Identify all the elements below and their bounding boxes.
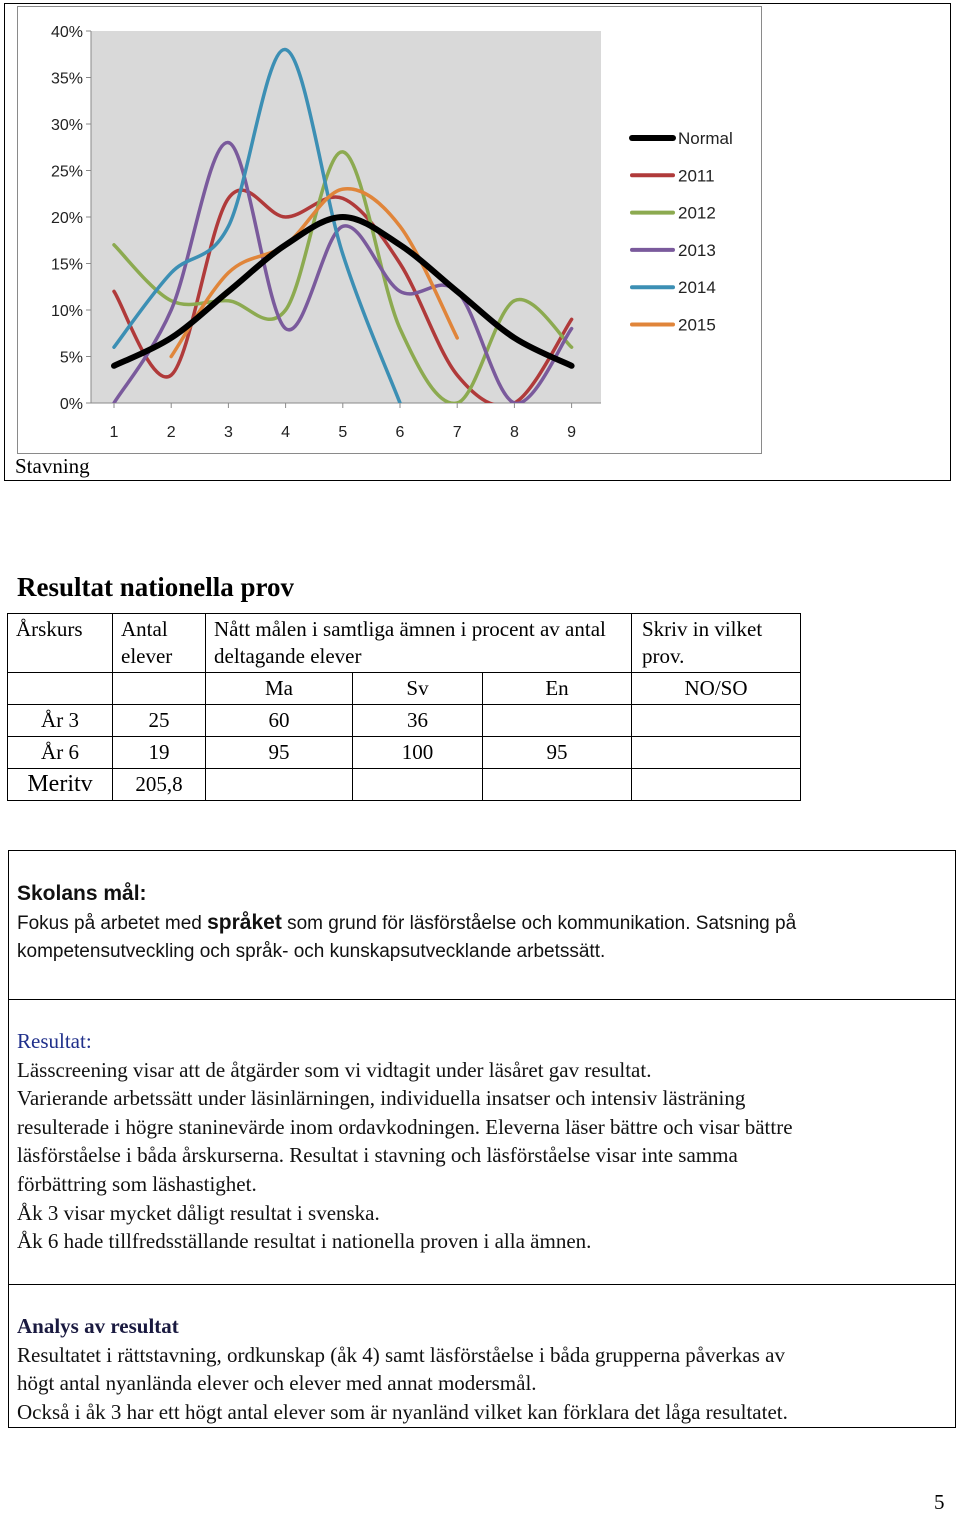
result-line: förbättring som läshastighet. bbox=[17, 1171, 257, 1196]
row-sv: 100 bbox=[353, 737, 483, 769]
result-heading: Resultat: bbox=[17, 1029, 92, 1053]
analysis-box bbox=[8, 1284, 956, 1428]
table-cell bbox=[113, 673, 206, 705]
chart-caption: Stavning bbox=[15, 454, 90, 478]
analysis-line: Också i åk 3 har ett högt antal elever som är nyanländ vilket kan förklara det låga resultatet. bbox=[17, 1399, 788, 1424]
row-en: 95 bbox=[483, 737, 632, 769]
row-sv: 36 bbox=[353, 705, 483, 737]
table-row bbox=[8, 737, 801, 769]
x-axis bbox=[91, 403, 601, 441]
header-arskurs: Årskurs bbox=[8, 614, 113, 673]
y-tick-label: 10% bbox=[50, 303, 83, 320]
goals-box bbox=[8, 850, 956, 1000]
result-box bbox=[8, 999, 956, 1285]
subheader-ma: Ma bbox=[206, 673, 353, 705]
result-line: läsförståelse i båda årskurserna. Resultat i stavning och läsförståelse visar inte samma bbox=[17, 1143, 738, 1168]
analysis-heading: Analys av resultat bbox=[17, 1314, 179, 1338]
line-chart bbox=[18, 7, 761, 453]
header-natt: Nått målen i samtliga ämnen i procent av antal deltagande elever bbox=[206, 614, 632, 673]
result-line: Lässcreening visar att de åtgärder som vi vidtagit under läsåret gav resultat. bbox=[17, 1057, 652, 1082]
x-tick-label: 5 bbox=[338, 424, 348, 441]
x-tick-label: 9 bbox=[567, 424, 577, 441]
y-tick-label: 35% bbox=[50, 70, 83, 88]
goals-keyword: språket bbox=[207, 910, 282, 934]
legend bbox=[632, 129, 733, 335]
legend-label: 2013 bbox=[678, 240, 716, 260]
results-title: Resultat nationella prov bbox=[17, 572, 295, 602]
row-en bbox=[483, 769, 632, 801]
x-tick-label: 3 bbox=[223, 424, 233, 441]
legend-label: 2014 bbox=[678, 278, 716, 298]
header-antal: Antal elever bbox=[113, 614, 206, 673]
row-label: År 3 bbox=[8, 705, 113, 737]
result-line: resulterade i högre staninevärde inom ordavkodningen. Eleverna läser bättre och visar bättre bbox=[17, 1114, 793, 1139]
table-row bbox=[8, 769, 801, 801]
y-tick-label: 0% bbox=[59, 396, 83, 413]
table-header-row bbox=[8, 614, 801, 673]
row-noso bbox=[632, 769, 801, 801]
analysis-line: Resultatet i rättstavning, ordkunskap (åk 4) samt läsförståelse i båda grupperna påverkas av bbox=[17, 1342, 786, 1367]
row-noso bbox=[632, 737, 801, 769]
x-tick-label: 7 bbox=[452, 424, 462, 441]
subheader-en: En bbox=[483, 673, 632, 705]
row-en bbox=[483, 705, 632, 737]
row-label: År 6 bbox=[8, 737, 113, 769]
row-antal: 19 bbox=[113, 737, 206, 769]
subheader-noso: NO/SO bbox=[632, 673, 801, 705]
x-tick-label: 6 bbox=[395, 424, 405, 441]
goals-line-2: kompetensutveckling och språk- och kunskapsutvecklande arbetssätt. bbox=[17, 941, 606, 963]
row-ma: 95 bbox=[206, 737, 353, 769]
y-tick-label: 15% bbox=[50, 256, 83, 274]
chart-container bbox=[4, 3, 951, 481]
x-tick-label: 1 bbox=[109, 424, 119, 441]
row-ma: 60 bbox=[206, 705, 353, 737]
result-line: Varierande arbetssätt under läsinlärningen, individuella insatser och intensiv lästräning bbox=[17, 1086, 746, 1111]
y-axis bbox=[51, 24, 91, 413]
result-line: Åk 3 visar mycket dåligt resultat i svenska. bbox=[17, 1200, 380, 1225]
y-tick-label: 40% bbox=[50, 24, 83, 41]
chart-frame bbox=[17, 6, 762, 454]
legend-label: 2011 bbox=[678, 166, 715, 186]
header-skriv: Skriv in vilket prov. bbox=[632, 614, 801, 673]
x-tick-label: 2 bbox=[166, 424, 176, 441]
y-tick-label: 25% bbox=[50, 163, 83, 181]
row-label: Meritv bbox=[8, 769, 113, 801]
y-tick-label: 20% bbox=[50, 210, 83, 227]
x-tick-label: 8 bbox=[509, 424, 519, 441]
y-tick-label: 5% bbox=[59, 349, 83, 367]
row-noso bbox=[632, 705, 801, 737]
result-line: Åk 6 hade tillfredsställande resultat i nationella proven i alla ämnen. bbox=[17, 1229, 592, 1254]
results-table bbox=[7, 613, 801, 801]
goals-line-1-pre: Fokus på arbetet med bbox=[17, 912, 208, 934]
y-tick-label: 30% bbox=[50, 117, 83, 134]
legend-label: Normal bbox=[678, 129, 733, 148]
legend-label: 2012 bbox=[678, 203, 716, 223]
analysis-line: högt antal nyanlända elever och elever med annat modersmål. bbox=[17, 1371, 537, 1396]
row-antal: 25 bbox=[113, 705, 206, 737]
goals-line-1 bbox=[17, 909, 947, 939]
legend-label: 2015 bbox=[678, 315, 716, 335]
row-antal: 205,8 bbox=[113, 769, 206, 801]
page-number: 5 bbox=[934, 1490, 945, 1514]
subheader-sv: Sv bbox=[353, 673, 483, 705]
table-subheader-row bbox=[8, 673, 801, 705]
table-cell bbox=[8, 673, 113, 705]
x-tick-label: 4 bbox=[281, 424, 291, 441]
row-ma bbox=[206, 769, 353, 801]
goals-heading: Skolans mål: bbox=[17, 882, 147, 905]
row-sv bbox=[353, 769, 483, 801]
table-row bbox=[8, 705, 801, 737]
goals-line-1-post: som grund för läsförståelse och kommunikation. Satsning på bbox=[281, 912, 797, 934]
